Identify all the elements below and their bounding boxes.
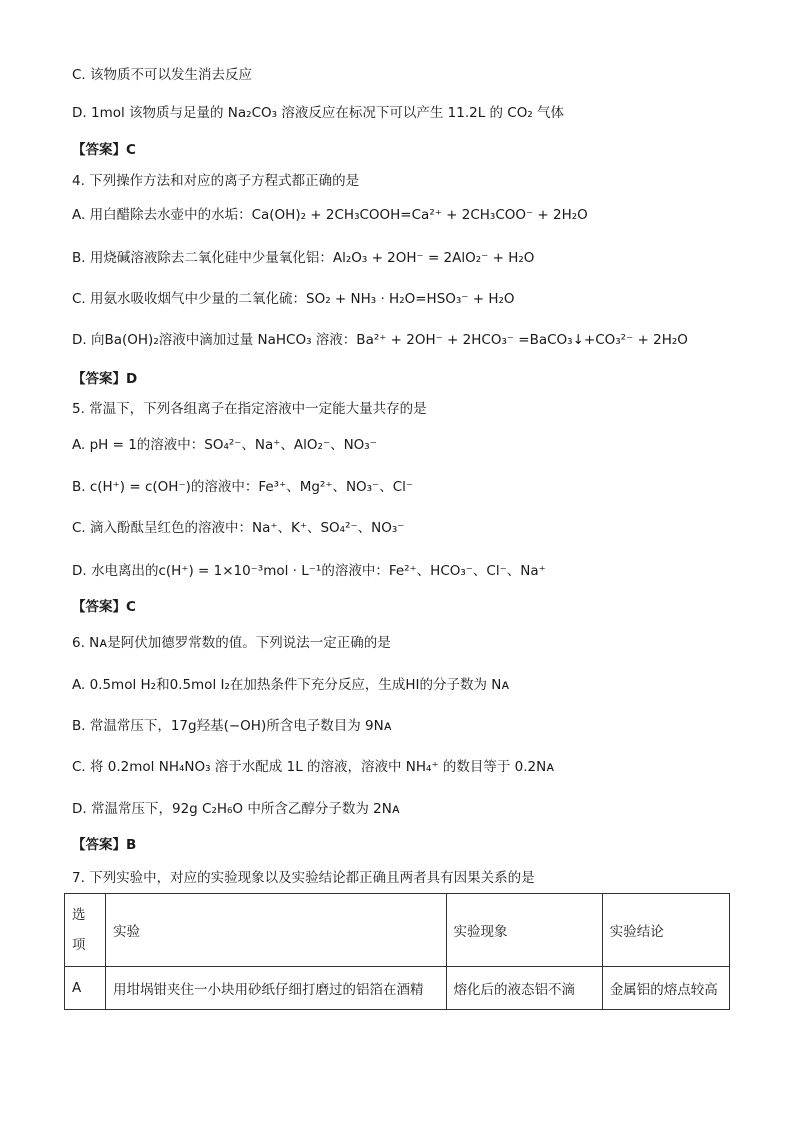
row-experiment: 用坩埚钳夹住一小块用砂纸仔细打磨过的铝箔在酒精 (106, 967, 447, 1010)
q6-stem: 6. Nᴀ是阿伏加德罗常数的值。下列说法一定正确的是 (72, 635, 391, 651)
q4-option-b: B. 用烧碱溶液除去二氧化硅中少量氧化铝：Al₂O₃ + 2OH⁻ = 2AlO₂⁻ + H₂O (72, 250, 535, 266)
header-option-top: 选 (72, 907, 86, 923)
q4-option-c: C. 用氨水吸收烟气中少量的二氧化硫：SO₂ + NH₃ · H₂O=HSO₃⁻ + H₂O (72, 291, 515, 307)
q6-option-a: A. 0.5mol H₂和0.5mol I₂在加热条件下充分反应，生成HI的分子数为 Nᴀ (72, 677, 510, 693)
table-row (65, 967, 730, 1010)
q6-option-b: B. 常温常压下，17g羟基(−OH)所含电子数目为 9Nᴀ (72, 718, 392, 734)
q3-option-d: D. 1mol 该物质与足量的 Na₂CO₃ 溶液反应在标况下可以产生 11.2L 的 CO₂ 气体 (72, 105, 565, 121)
q4-stem: 4. 下列操作方法和对应的离子方程式都正确的是 (72, 173, 360, 189)
q6-option-c: C. 将 0.2mol NH₄NO₃ 溶于水配成 1L 的溶液，溶液中 NH₄⁺ 的数目等于 0.2Nᴀ (72, 759, 555, 775)
q5-option-c: C. 滴入酚酞呈红色的溶液中：Na⁺、K⁺、SO₄²⁻、NO₃⁻ (72, 520, 405, 536)
header-phenomenon: 实验现象 (446, 894, 602, 967)
row-phenomenon: 熔化后的液态铝不滴 (446, 967, 602, 1010)
q4-option-d: D. 向Ba(OH)₂溶液中滴加过量 NaHCO₃ 溶液：Ba²⁺ + 2OH⁻ + 2HCO₃⁻ =BaCO₃↓+CO₃²⁻ + 2H₂O (72, 332, 688, 348)
q3-option-c: C. 该物质不可以发生消去反应 (72, 67, 253, 83)
q5-option-b: B. c(H⁺) = c(OH⁻)的溶液中：Fe³⁺、Mg²⁺、NO₃⁻、Cl⁻ (72, 479, 414, 495)
q7-experiment-table (64, 893, 730, 1010)
row-option: A (65, 967, 106, 1010)
header-option-cell (65, 894, 106, 967)
q6-answer: 【答案】B (72, 837, 137, 853)
q6-option-d: D. 常温常压下，92g C₂H₆O 中所含乙醇分子数为 2Nᴀ (72, 801, 400, 817)
q5-option-d: D. 水电离出的c(H⁺) = 1×10⁻³mol · L⁻¹的溶液中：Fe²⁺、HCO₃⁻、Cl⁻、Na⁺ (72, 563, 546, 579)
q3-answer: 【答案】C (72, 142, 136, 158)
header-option-bottom: 项 (72, 937, 86, 953)
q7-stem: 7. 下列实验中，对应的实验现象以及实验结论都正确且两者具有因果关系的是 (72, 870, 535, 886)
table-header-row (65, 894, 730, 967)
q5-option-a: A. pH = 1的溶液中：SO₄²⁻、Na⁺、AlO₂⁻、NO₃⁻ (72, 437, 377, 453)
q4-answer: 【答案】D (72, 371, 138, 387)
header-experiment: 实验 (106, 894, 447, 967)
header-conclusion: 实验结论 (602, 894, 729, 967)
row-conclusion: 金属铝的熔点较高 (602, 967, 729, 1010)
q4-option-a: A. 用白醋除去水壶中的水垢：Ca(OH)₂ + 2CH₃COOH=Ca²⁺ + 2CH₃COO⁻ + 2H₂O (72, 207, 588, 223)
q5-stem: 5. 常温下，下列各组离子在指定溶液中一定能大量共存的是 (72, 401, 427, 417)
q5-answer: 【答案】C (72, 599, 136, 615)
